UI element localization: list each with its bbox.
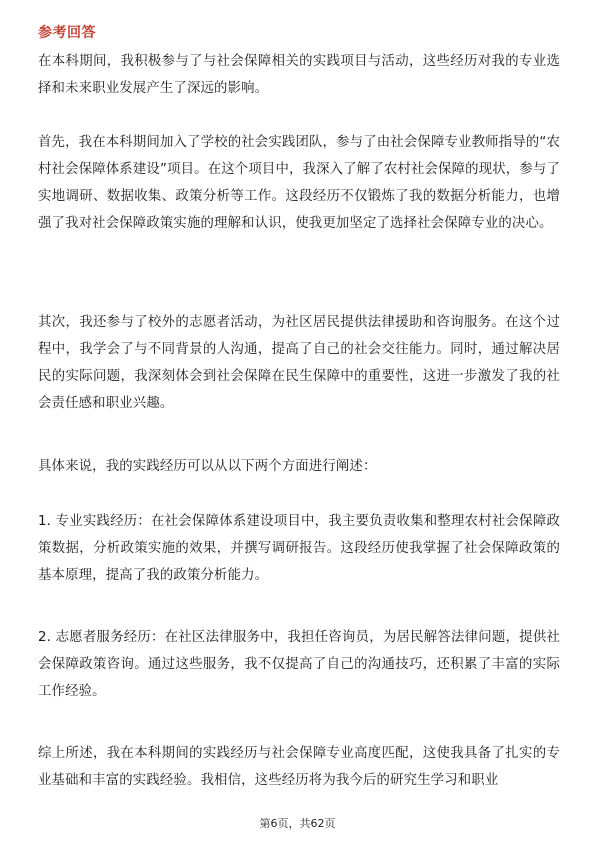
paragraph-intro: 在本科期间，我积极参与了与社会保障相关的实践项目与活动，这些经历对我的专业选择和未来职业发展产生了深远的影响。 — [38, 54, 560, 96]
paragraph-conclusion: 综上所述，我在本科期间的实践经历与社会保障专业高度匹配，这使我具备了扎实的专业基础和丰富的实践经验。我相信，这些经历将为我今后的研究生学习和职业 — [38, 746, 560, 788]
paragraph-first: 首先，我在本科期间加入了学校的社会实践团队，参与了由社会保障专业教师指导的“农村社会保障体系建设”项目。在这个项目中，我深入了解了农村社会保障的现状，参与了实地调研、数据收集、政策分析等工作。这段经历不仅锻炼了我的数据分析能力，也增强了我对社会保障政策实施的理解和认识，使我更加坚定了选择社会保障专业的决心。 — [38, 135, 560, 231]
paragraph-second: 其次，我还参与了校外的志愿者活动，为社区居民提供法律援助和咨询服务。在这个过程中，我学会了与不同背景的人沟通，提高了自己的社会交往能力。同时，通过解决居民的实际问题，我深刻体会到社会保障在民生保障中的重要性，这进一步激发了我的社会责任感和职业兴趣。 — [38, 315, 560, 411]
paragraph-item-2: 2. 志愿者服务经历：在社区法律服务中，我担任咨询员，为居民解答法律问题，提供社会保障政策咨询。通过这些服务，我不仅提高了自己的沟通技巧，还积累了丰富的实际工作经验。 — [38, 630, 560, 699]
page-number: 第6页，共62页 — [259, 817, 336, 830]
answer-heading: 参考回答 — [38, 25, 96, 41]
paragraph-item-1: 1. 专业实践经历：在社会保障体系建设项目中，我主要负责收集和整理农村社会保障政策数据，分析政策实施的效果，并撰写调研报告。这段经历使我掌握了社会保障政策的基本原理，提高了我的政策分析能力。 — [38, 514, 560, 583]
paragraph-specifics: 具体来说，我的实践经历可以从以下两个方面进行阐述： — [38, 459, 377, 474]
